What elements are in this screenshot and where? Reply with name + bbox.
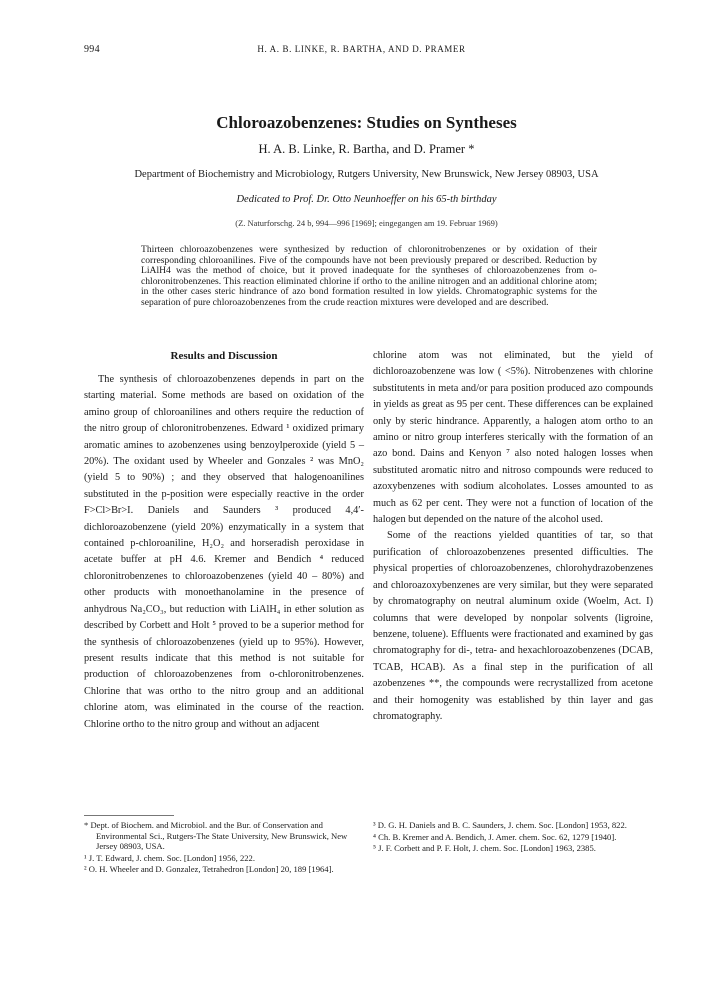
body-paragraph: chlorine atom was not eliminated, but the yield of dichloroazobenzene was low ( <5%). Nitrobenzenes with chlorine substitutents in meta and/or para position produced azo compounds in yields as great as 95 per cent. These differences can be explained only by steric hindrance. Apparently, a halogen atom ortho to an amino or nitro group interferes sterically with the formation of an azo bond. Dains and Kenyon ⁷ also noted halogen losses when substituted aromatic nitro and nitroso compounds were reduced to azoxybenzenes with sodium alcoholates. Losses amounted to as much as 62 per cent. They were not a function of location of the halogen but depended on the nature of the alcohol used. [373,350,653,526]
body-paragraph: The synthesis of chloroazobenzenes depends in part on the starting material. Some methods are based on oxidation of the amino group of chloroanilines and others require the reduction of the nitro group of chloronitrobenzenes. Edward ¹ oxidized primary aromatic amines to azobenzenes using benzoylperoxide (yield 5 – 20%). The oxidant used by Wheeler and Gonzales ² was MnO₂ (yield 5 to 90%) ; and they observed that halogenoanilines substituted in the p-position were especially reactive in the order F>Cl>Br>I. Daniels and Saunders ³ produced 4,4′-dichloroazobenzene (yield 20%) enzymatically in a system that contained p-chloroaniline, H₂O₂ and horseradish peroxidase in acetate buffer at pH 4.6. Kremer and Bendich ⁴ reduced chloronitrobenzenes to chloroazobenzenes (yield 40 – 80%) and other products with monoethanolamine in the presence of anhydrous Na₂CO₃, but reduction with LiAlH₄ in ether solution as described by Corbett and Holt ⁵ proved to be a superior method for the synthesis of chloroazobenzenes (yield up to 95%). However, present results indicate that this method is not suitable for production of chloroazobenzenes from o-chloronitrobenzenes. Chlorine that was ortho to the nitro group and an additional chlorine atom, was eliminated in the course of the reaction. Chlorine ortho to the nitro group and without an adjacent [84,374,364,730]
footnote: ³ D. G. H. Daniels and B. C. Saunders, J. chem. Soc. [London] 1953, 822. [373,820,627,830]
article-title: Chloroazobenzenes: Studies on Syntheses [216,113,517,132]
running-head-authors: H. A. B. LINKE, R. BARTHA, AND D. PRAMER [257,44,466,54]
footnote: ² O. H. Wheeler and D. Gonzalez, Tetrahedron [London] 20, 189 [1964]. [84,864,334,875]
section-heading: Results and Discussion [170,350,278,362]
footnote-rule [84,815,174,816]
right-column [373,348,653,725]
footnote: ⁴ Ch. B. Kremer and A. Bendich, J. Amer. chem. Soc. 62, 1279 [1940]. [373,831,617,842]
citation-line: (Z. Naturforschg. 24 b, 994—996 [1969]; eingegangen am 19. Februar 1969) [235,218,498,228]
footnote: * Dept. of Biochem. and Microbiol. and the Bur. of Conservation and Environmental Sci., Rutgers-The State University, New Brunswick, New Jersey 08903, USA. [84,820,348,852]
footnotes-left [84,820,364,876]
running-head [0,44,723,58]
dedication: Dedicated to Prof. Dr. Otto Neunhoeffer on his 65-th birthday [236,194,497,205]
article-header [84,112,649,229]
body-paragraph: Some of the reactions yielded quantities of tar, so that purification of chloroazobenzenes presented difficulties. The physical properties of chloroazobenzenes, chlorohydrazobenzenes and chloroazoxybenzenes are very similar, but they were separated by chromatography on neutral aluminum oxide (Woelm, Act. I) columns that were developed by nonpolar solvents (ligroine, benzene, toluene). Effluents were fractionated and examined by gas chromatography for di-, tetra- and hexachloroazobenzenes (DCAB, TCAB, HCAB). As a final step in the purification of all azobenzenes **, the compounds were recrystallized from acetone and their homogenity was established by thin layer and gas chromatography. [373,530,653,722]
abstract: Thirteen chloroazobenzenes were synthesized by reduction of chloronitrobenzenes or by oxidation of their corresponding chloroanilines. Five of the compounds have not been previously prepared or described. Reduction by LiAlH4 was the method of choice, but it proved inadequate for the syntheses of chloroazobenzenes from o-chloronitrobenzenes. This reaction eliminated chlorine if ortho to the aniline nitrogen and an additional chlorine atom; in the other cases steric hindrance of azo bond formation resulted in low yields. Chromatographic systems for the separation of pure chloroazobenzenes from the crude reaction mixtures were developed and are described. [141,244,597,308]
footnote: ¹ J. T. Edward, J. chem. Soc. [London] 1956, 222. [84,852,256,863]
page-number: 994 [84,44,100,55]
article-authors: H. A. B. Linke, R. Bartha, and D. Pramer * [258,142,475,156]
footnote: ⁵ J. F. Corbett and P. F. Holt, J. chem. Soc. [London] 1963, 2385. [373,843,596,854]
affiliation: Department of Biochemistry and Microbiology, Rutgers University, New Brunswick, New Jersey 08903, USA [134,169,599,180]
left-column [84,348,364,733]
footnotes-right [373,820,653,855]
